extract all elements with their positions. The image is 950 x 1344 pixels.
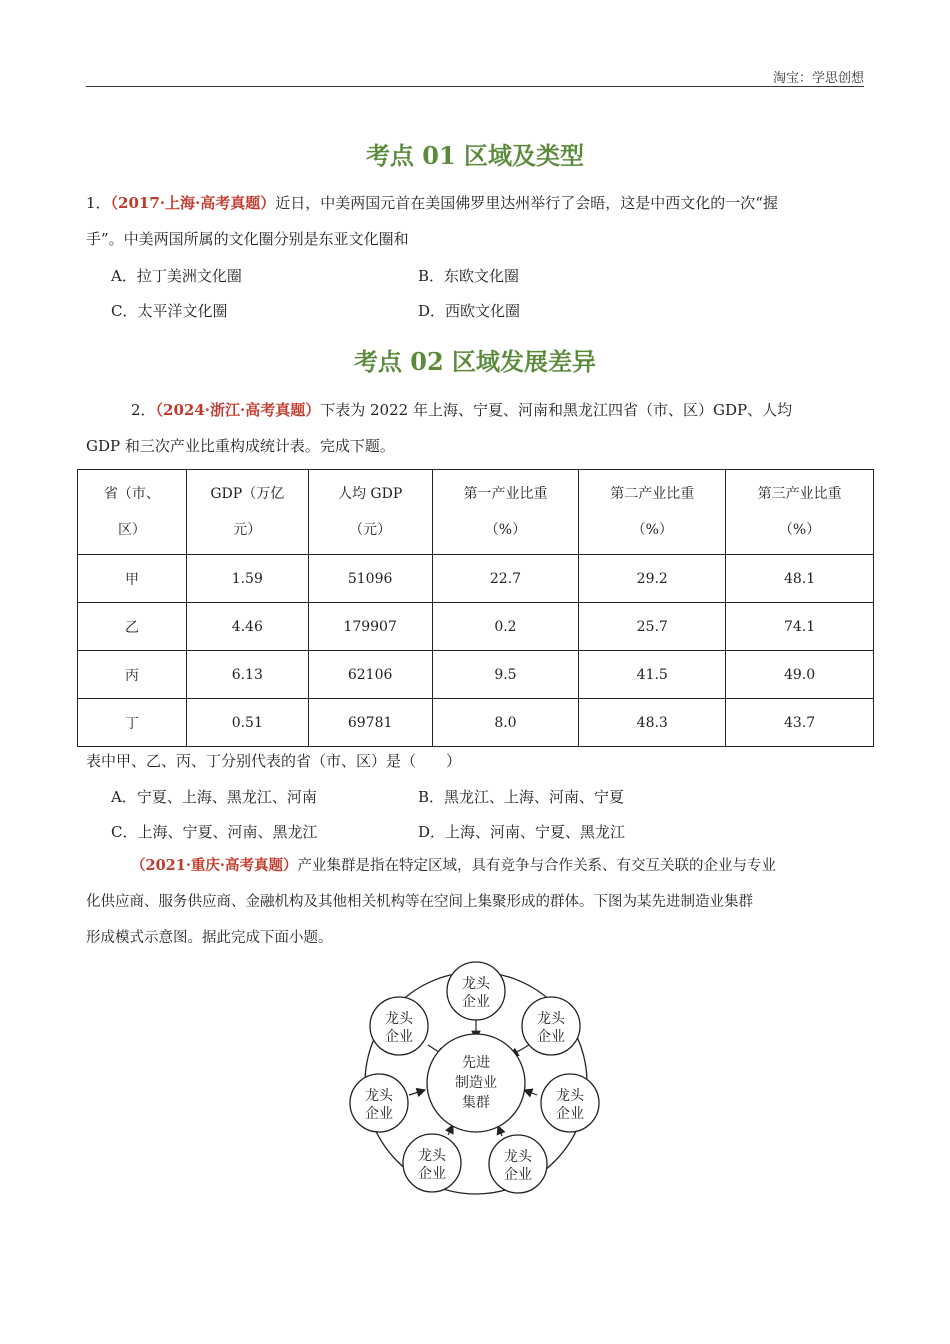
center-node bbox=[427, 1034, 525, 1132]
table-header-cell: 人均 GDP （元） bbox=[308, 470, 432, 555]
svg-text:先进: 先进 bbox=[462, 1055, 490, 1071]
q2-text-line2: GDP 和三次产业比重构成统计表。完成下题。 bbox=[86, 437, 395, 455]
q2-source: （2024·浙江·高考真题） bbox=[155, 401, 321, 419]
table-cell: 49.0 bbox=[726, 651, 874, 699]
q2-number: 2． bbox=[131, 401, 156, 419]
svg-text:企业: 企业 bbox=[556, 1106, 584, 1122]
q1-number: 1． bbox=[86, 194, 111, 212]
table-row bbox=[78, 603, 874, 651]
table-cell: 8.0 bbox=[432, 699, 579, 747]
table-header-cell: 第二产业比重 （%） bbox=[579, 470, 726, 555]
table-cell: 51096 bbox=[308, 555, 432, 603]
table-cell: 丙 bbox=[78, 651, 187, 699]
leading-enterprise-node bbox=[403, 1134, 461, 1192]
q3-source: （2021·重庆·高考真题） bbox=[131, 857, 298, 874]
table-cell: 62106 bbox=[308, 651, 432, 699]
table-header-cell: 第一产业比重 （%） bbox=[432, 470, 579, 555]
cluster-diagram bbox=[340, 955, 610, 1200]
table-cell: 0.51 bbox=[186, 699, 308, 747]
q2-line1 bbox=[86, 392, 866, 428]
table-cell: 1.59 bbox=[186, 555, 308, 603]
leading-enterprise-node bbox=[541, 1074, 599, 1132]
q2-question: 表中甲、乙、丙、丁分别代表的省（市、区）是（ ） bbox=[86, 752, 462, 770]
svg-text:企业: 企业 bbox=[537, 1029, 565, 1045]
header-tag: 淘宝：学思创想 bbox=[772, 71, 864, 86]
table-header-row bbox=[78, 470, 874, 555]
q1-option-d[interactable]: D．西欧文化圈 bbox=[418, 302, 521, 320]
q1-line1 bbox=[86, 185, 866, 221]
svg-text:企业: 企业 bbox=[418, 1166, 446, 1182]
header-rule bbox=[86, 86, 864, 87]
q2-option-c[interactable]: C．上海、宁夏、河南、黑龙江 bbox=[111, 823, 318, 841]
table-cell: 4.46 bbox=[186, 603, 308, 651]
table-header-cell: GDP（万亿 元） bbox=[186, 470, 308, 555]
svg-text:龙头: 龙头 bbox=[365, 1088, 393, 1104]
q1-source: （2017·上海·高考真题） bbox=[110, 194, 276, 212]
table-cell: 乙 bbox=[78, 603, 187, 651]
svg-text:龙头: 龙头 bbox=[504, 1149, 532, 1165]
q3-text-line2: 化供应商、服务供应商、金融机构及其他相关机构等在空间上集聚形成的群体。下图为某先进制造业集群 bbox=[86, 894, 753, 910]
svg-text:企业: 企业 bbox=[385, 1029, 413, 1045]
table-header-cell: 第三产业比重 （%） bbox=[726, 470, 874, 555]
svg-text:龙头: 龙头 bbox=[537, 1011, 565, 1027]
q1-option-b[interactable]: B．东欧文化圈 bbox=[418, 267, 520, 285]
svg-text:企业: 企业 bbox=[504, 1167, 532, 1183]
q1-stem bbox=[86, 185, 866, 257]
arrow-right bbox=[524, 1090, 537, 1095]
q1-text-line2: 手”。中美两国所属的文化圈分别是东亚文化圈和 bbox=[86, 230, 409, 248]
q3-text-line1: 产业集群是指在特定区域，具有竞争与合作关系、有交互关联的企业与专业 bbox=[297, 858, 776, 874]
q2-option-b[interactable]: B．黑龙江、上海、河南、宁夏 bbox=[418, 788, 625, 806]
arrow-bottom-right bbox=[498, 1126, 502, 1136]
table-cell: 25.7 bbox=[579, 603, 726, 651]
table-cell: 29.2 bbox=[579, 555, 726, 603]
q3-line1 bbox=[86, 848, 866, 884]
table-cell: 69781 bbox=[308, 699, 432, 747]
table-cell: 0.2 bbox=[432, 603, 579, 651]
table-cell: 41.5 bbox=[579, 651, 726, 699]
section-title-2: 考点 02 区域发展差异 bbox=[353, 347, 597, 376]
svg-text:龙头: 龙头 bbox=[556, 1088, 584, 1104]
table-row bbox=[78, 651, 874, 699]
table-header-cell: 省（市、 区） bbox=[78, 470, 187, 555]
q2-stem bbox=[86, 392, 866, 464]
leading-enterprise-node bbox=[350, 1074, 408, 1132]
svg-text:龙头: 龙头 bbox=[462, 976, 490, 992]
q1-text-line1: 近日，中美两国元首在美国佛罗里达州举行了会晤，这是中西文化的一次“握 bbox=[275, 194, 778, 212]
table-row bbox=[78, 699, 874, 747]
svg-text:龙头: 龙头 bbox=[385, 1011, 413, 1027]
table-cell: 丁 bbox=[78, 699, 187, 747]
table-cell: 48.1 bbox=[726, 555, 874, 603]
q1-option-a[interactable]: A．拉丁美洲文化圈 bbox=[111, 267, 242, 285]
table-cell: 48.3 bbox=[579, 699, 726, 747]
leading-enterprise-node bbox=[522, 997, 580, 1055]
svg-text:龙头: 龙头 bbox=[418, 1148, 446, 1164]
leading-enterprise-node bbox=[370, 997, 428, 1055]
gdp-table bbox=[77, 469, 874, 747]
table-cell: 43.7 bbox=[726, 699, 874, 747]
leading-enterprise-node bbox=[489, 1135, 547, 1193]
q2-option-d[interactable]: D．上海、河南、宁夏、黑龙江 bbox=[418, 823, 626, 841]
table-row bbox=[78, 555, 874, 603]
svg-text:企业: 企业 bbox=[462, 994, 490, 1010]
table-cell: 74.1 bbox=[726, 603, 874, 651]
arrow-left bbox=[409, 1090, 425, 1095]
table-cell: 6.13 bbox=[186, 651, 308, 699]
q1-option-c[interactable]: C．太平洋文化圈 bbox=[111, 302, 228, 320]
q2-text-line1: 下表为 2022 年上海、宁夏、河南和黑龙江四省（市、区）GDP、人均 bbox=[320, 401, 793, 419]
section-title-1: 考点 01 区域及类型 bbox=[365, 141, 585, 170]
q3-text-line3: 形成模式示意图。据此完成下面小题。 bbox=[86, 930, 333, 946]
svg-text:集群: 集群 bbox=[462, 1095, 490, 1111]
svg-text:企业: 企业 bbox=[365, 1106, 393, 1122]
svg-text:制造业: 制造业 bbox=[455, 1075, 497, 1091]
q3-stem bbox=[86, 848, 866, 956]
table-cell: 22.7 bbox=[432, 555, 579, 603]
leading-enterprise-node bbox=[447, 962, 505, 1020]
table-cell: 9.5 bbox=[432, 651, 579, 699]
table-cell: 179907 bbox=[308, 603, 432, 651]
q2-option-a[interactable]: A．宁夏、上海、黑龙江、河南 bbox=[111, 788, 317, 806]
table-cell: 甲 bbox=[78, 555, 187, 603]
